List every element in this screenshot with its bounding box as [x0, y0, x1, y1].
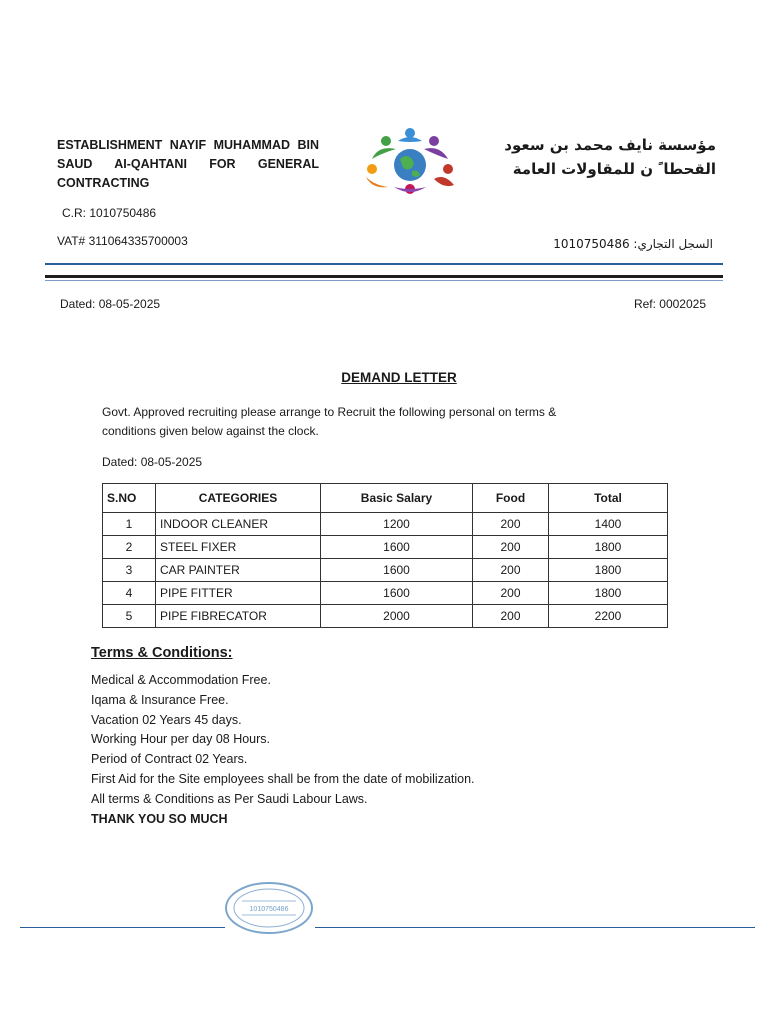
- cell-total: 1800: [549, 582, 668, 605]
- cell-sno: 4: [103, 582, 156, 605]
- header-sno: S.NO: [103, 484, 156, 513]
- table-date: Dated: 08-05-2025: [102, 455, 203, 469]
- header-divider-blue-thin: [45, 280, 723, 281]
- cell-category: INDOOR CLEANER: [156, 513, 321, 536]
- cell-total: 2200: [549, 605, 668, 628]
- intro-paragraph: Govt. Approved recruiting please arrange to Recruit the following personal on terms & conditions given below against the clock.: [102, 405, 557, 438]
- terms-item: Medical & Accommodation Free.: [91, 673, 271, 687]
- company-name-arabic-line1: مؤسسة نايف محمد بن سعود: [504, 136, 716, 154]
- cell-total: 1400: [549, 513, 668, 536]
- cell-food: 200: [473, 605, 549, 628]
- company-name-english: ESTABLISHMENT NAYIF MUHAMMAD BIN SAUD AI-QAHTANI FOR GENERAL CONTRACTING: [57, 138, 319, 190]
- footer-divider-right: [315, 927, 755, 928]
- cell-sno: 2: [103, 536, 156, 559]
- vat-number: VAT# 311064335700003: [57, 234, 188, 248]
- header-total: Total: [549, 484, 668, 513]
- table-row: [103, 582, 668, 605]
- cell-salary: 2000: [321, 605, 473, 628]
- cell-category: PIPE FIBRECATOR: [156, 605, 321, 628]
- cell-category: STEEL FIXER: [156, 536, 321, 559]
- terms-item: Iqama & Insurance Free.: [91, 692, 229, 707]
- terms-item: Vacation 02 Years 45 days.: [91, 712, 242, 727]
- table-row: [103, 605, 668, 628]
- demand-table: [102, 483, 668, 628]
- header-divider-dark: [45, 275, 723, 278]
- terms-item: First Aid for the Site employees shall be from the date of mobilization.: [91, 771, 475, 786]
- terms-item: Period of Contract 02 Years.: [91, 752, 248, 767]
- cell-food: 200: [473, 536, 549, 559]
- commercial-registration-arabic: السجل التجاري: 1010750486: [553, 237, 713, 251]
- cell-sno: 5: [103, 605, 156, 628]
- table-row: [103, 536, 668, 559]
- terms-item: Working Hour per day 08 Hours.: [91, 732, 271, 747]
- cell-salary: 1600: [321, 559, 473, 582]
- company-seal-stamp-icon: [224, 881, 314, 940]
- table-header-row: [103, 484, 668, 513]
- cell-total: 1800: [549, 559, 668, 582]
- table-row: [103, 559, 668, 582]
- cell-sno: 1: [103, 513, 156, 536]
- cell-sno: 3: [103, 559, 156, 582]
- terms-heading: Terms & Conditions:: [91, 645, 233, 661]
- terms-item: All terms & Conditions as Per Saudi Labour Laws.: [91, 791, 368, 806]
- header-food: Food: [473, 484, 549, 513]
- footer-divider-left: [20, 927, 225, 928]
- letter-date: Dated: 08-05-2025: [60, 297, 161, 311]
- people-globe-logo-icon: [364, 127, 456, 204]
- header-divider-blue: [45, 263, 723, 265]
- cell-category: PIPE FITTER: [156, 582, 321, 605]
- company-name-arabic-line2: القحطا ً ن للمقاولات العامة: [512, 160, 716, 178]
- cell-food: 200: [473, 559, 549, 582]
- reference-number: Ref: 0002025: [633, 297, 706, 311]
- commercial-registration: C.R: 1010750486: [62, 206, 157, 220]
- cell-salary: 1200: [321, 513, 473, 536]
- cell-salary: 1600: [321, 536, 473, 559]
- cell-salary: 1600: [321, 582, 473, 605]
- page-title: DEMAND LETTER: [341, 370, 457, 385]
- terms-list: [91, 671, 475, 829]
- header-basic-salary: Basic Salary: [321, 484, 473, 513]
- cell-category: CAR PAINTER: [156, 559, 321, 582]
- cell-food: 200: [473, 513, 549, 536]
- company-name-arabic: [504, 133, 716, 181]
- header-categories: CATEGORIES: [156, 484, 321, 513]
- table-row: [103, 513, 668, 536]
- closing-thanks: THANK YOU SO MUCH: [91, 811, 228, 826]
- cell-total: 1800: [549, 536, 668, 559]
- stamp-number: 1010750486: [249, 906, 289, 913]
- cell-food: 200: [473, 582, 549, 605]
